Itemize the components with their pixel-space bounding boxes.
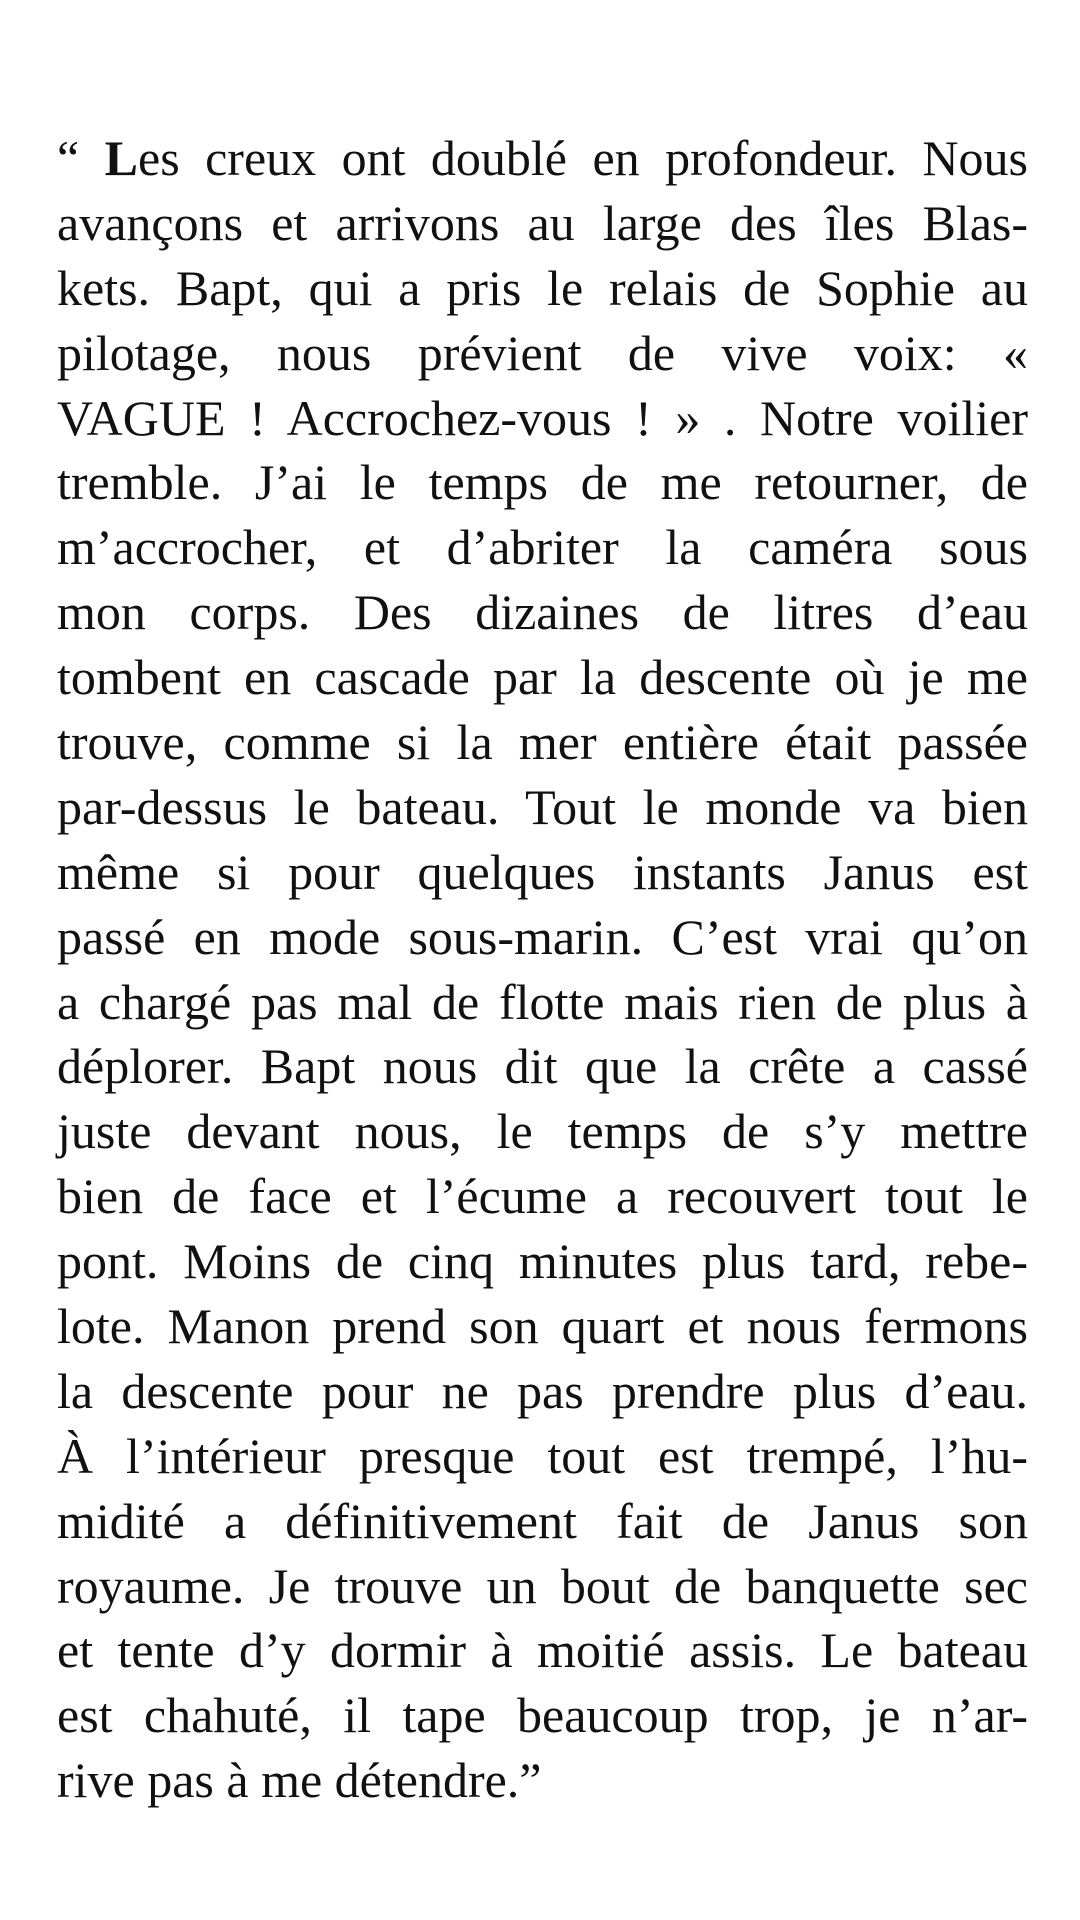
text-line: tombent en cascade par la descente où je me (57, 649, 1028, 706)
text-line: est chahuté, il tape beaucoup trop, je n’ar- (57, 1687, 1028, 1744)
text-line: VAGUE ! Accrochez-vous ! » . Notre voilier (57, 389, 1028, 446)
text-line-1 (57, 126, 1028, 191)
text-line: royaume. Je trouve un bout de banquette sec (57, 1557, 1028, 1614)
text-line: kets. Bapt, qui a pris le relais de Sophie au (57, 259, 1028, 316)
text-line: avançons et arrivons au large des îles Blas- (57, 194, 1028, 251)
opening-quote-mark: “ (57, 130, 105, 186)
text-line: midité a définitivement fait de Janus son (57, 1492, 1028, 1549)
text-line: la descente pour ne pas prendre plus d’eau. (57, 1362, 1028, 1419)
text-line: m’accrocher, et d’abriter la caméra sous (57, 519, 1028, 576)
text-line: pilotage, nous prévient de vive voix: « (57, 324, 1028, 381)
text-line: lote. Manon prend son quart et nous fermons (57, 1298, 1028, 1355)
text-line: déplorer. Bapt nous dit que la crête a cassé (57, 1038, 1028, 1095)
first-line-rest: es creux ont doublé en profondeur. Nous (138, 130, 1028, 186)
text-line: et tente d’y dormir à moitié assis. Le bateau (57, 1622, 1028, 1679)
text-line: même si pour quelques instants Janus est (57, 843, 1028, 900)
text-line: bien de face et l’écume a recouvert tout le (57, 1168, 1028, 1225)
text-line: trouve, comme si la mer entière était passée (57, 714, 1028, 771)
text-line: juste devant nous, le temps de s’y mettre (57, 1103, 1028, 1160)
text-line: pont. Moins de cinq minutes plus tard, rebe- (57, 1233, 1028, 1290)
text-line: a chargé pas mal de flotte mais rien de plus à (57, 973, 1028, 1030)
bold-initial-letter: L (104, 130, 138, 186)
text-line: tremble. J’ai le temps de me retourner, de (57, 454, 1028, 511)
text-line: À l’intérieur presque tout est trempé, l’hu- (57, 1427, 1028, 1484)
text-line: mon corps. Des dizaines de litres d’eau (57, 584, 1028, 641)
text-line: par-dessus le bateau. Tout le monde va bien (57, 778, 1028, 835)
text-line: passé en mode sous-marin. C’est vrai qu’on (57, 908, 1028, 965)
text-line-last: rive pas à me détendre.” (57, 1752, 542, 1809)
quoted-paragraph (57, 126, 1028, 1813)
